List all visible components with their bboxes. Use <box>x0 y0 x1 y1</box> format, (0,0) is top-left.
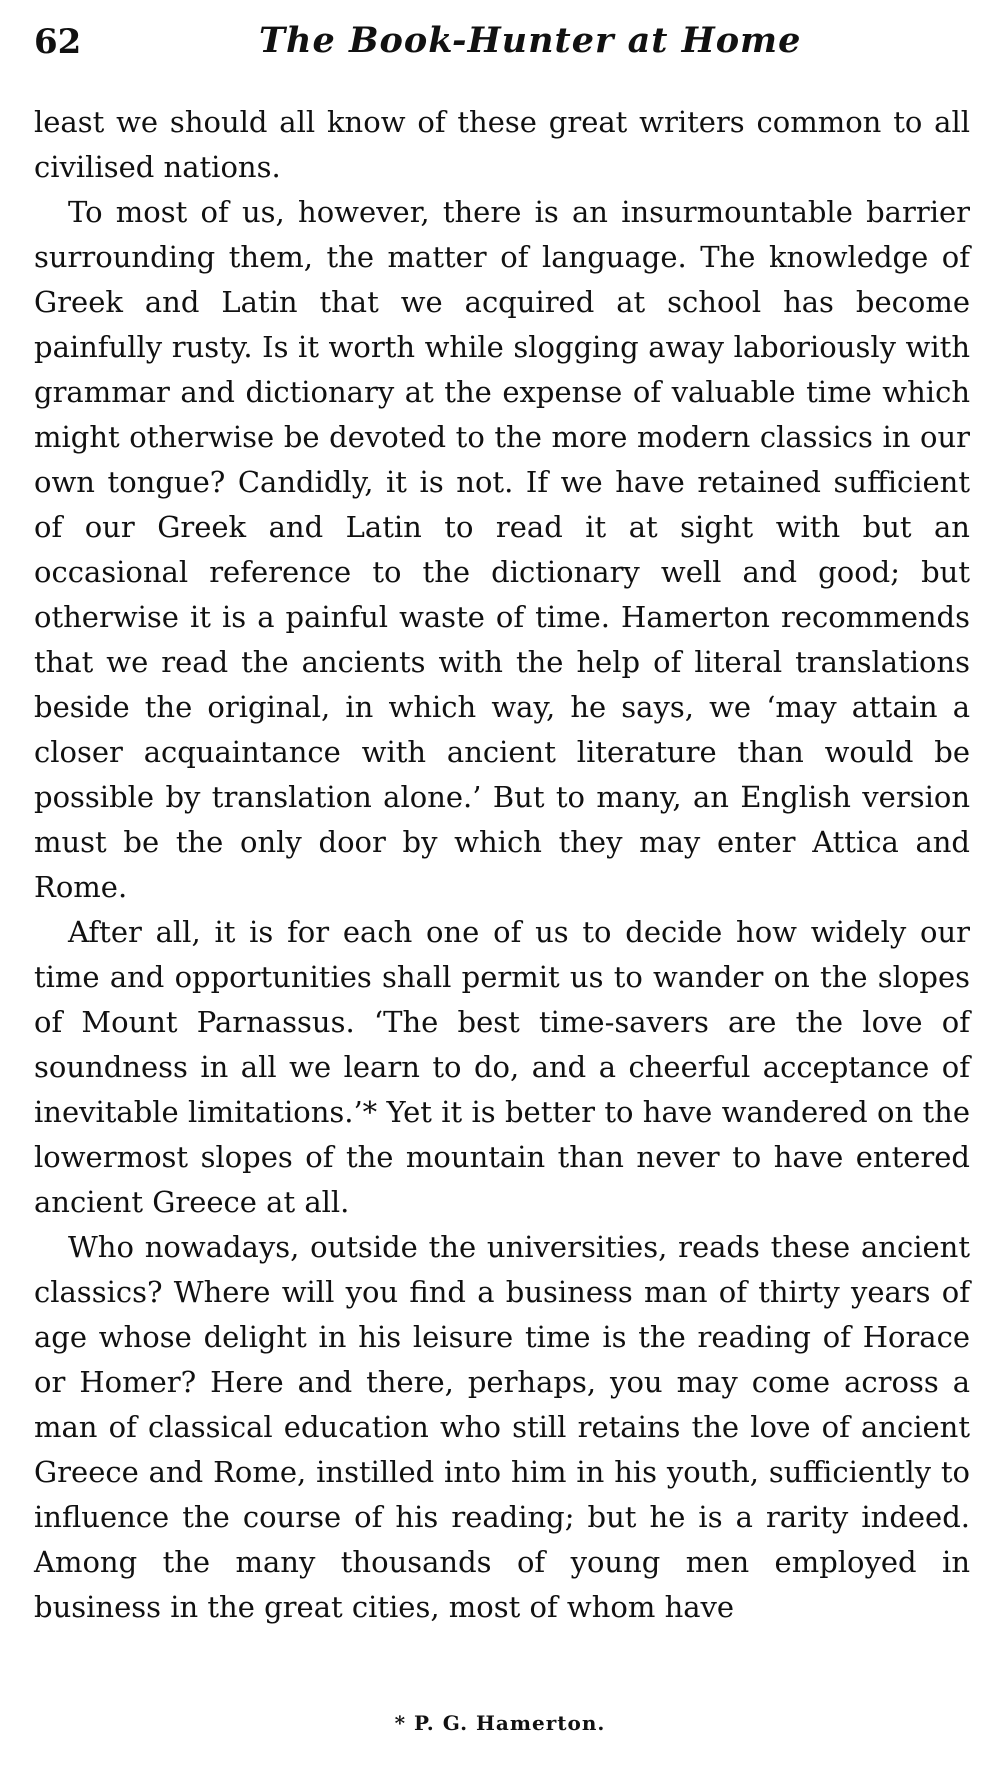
body-text <box>34 100 970 1630</box>
paragraph: After all, it is for each one of us to decide how widely our time and opportunities shall permit us to wander on the slopes of Mount Parnassus. ‘The best time-savers are the love of soundness in all we learn to do, and a cheerful acceptance of inevitable limitations.’* Yet it is better to have wandered on the lowermost slopes of the mountain than never to have entered ancient Greece at all. <box>34 915 970 1219</box>
paragraph: To most of us, however, there is an insurmountable barrier surrounding them, the matter of language. The knowledge of Greek and Latin that we acquired at school has become painfully rusty. Is it worth while slogging away laboriously with grammar and dictionary at the expense of valuable time which might otherwise be devoted to the more modern classics in our own tongue? Candidly, it is not. If we have retained sufficient of our Greek and Latin to read it at sight with but an occasional reference to the dictionary well and good; but otherwise it is a painful waste of time. Hamerton recommends that we read the ancients with the help of literal translations beside the original, in which way, he says, we ‘may attain a closer acquaintance with ancient literature than would be possible by translation alone.’ But to many, an English version must be the only door by which they may enter Attica and Rome. <box>34 195 970 904</box>
page-number: 62 <box>34 22 82 62</box>
paragraph-continued: least we should all know of these great writers common to all civilised nations. <box>34 105 970 184</box>
page-header <box>34 18 974 78</box>
paragraph: Who nowadays, outside the universities, reads these ancient classics? Where will you find a business man of thirty years of age whose delight in his leisure time is the reading of Horace or Homer? Here and there, perhaps, you may come across a man of classical education who still retains the love of ancient Greece and Rome, instilled into him in his youth, sufficiently to influence the course of his reading; but he is a rarity indeed. Among the many thousands of young men employed in business in the great cities, most of whom have <box>34 1230 970 1624</box>
footnote: * P. G. Hamerton. <box>394 1711 606 1735</box>
running-head-title: The Book-Hunter at Home <box>259 20 802 61</box>
